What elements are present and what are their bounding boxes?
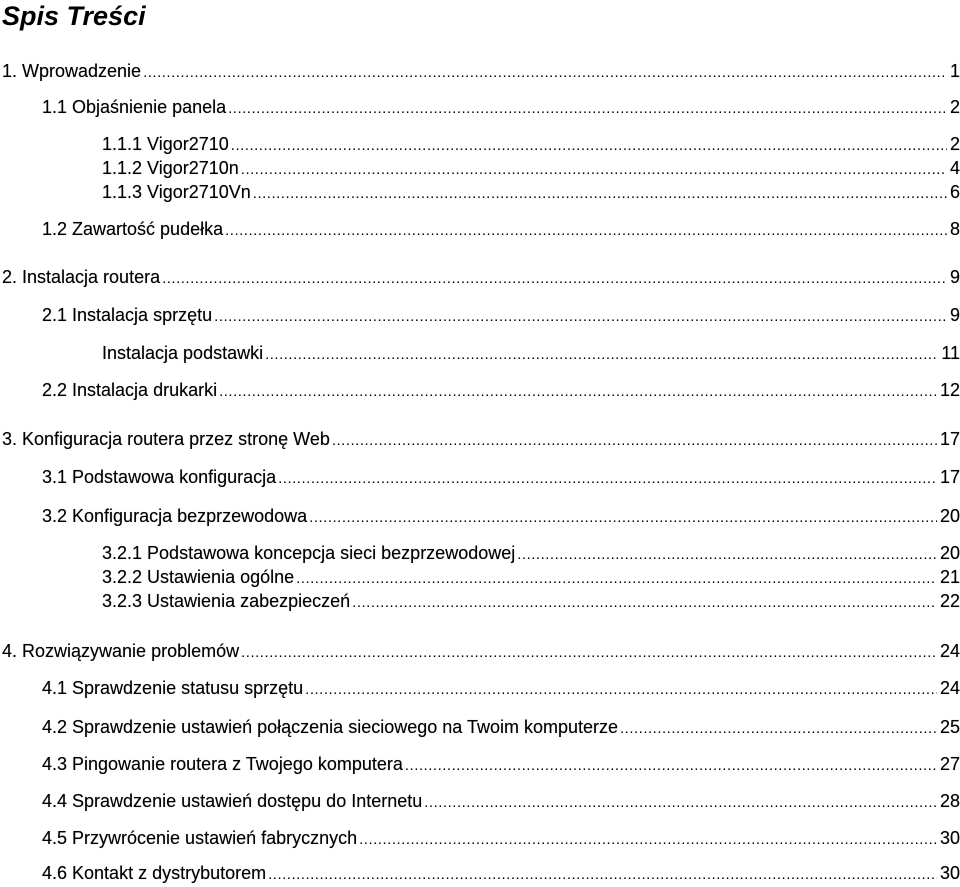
dot-leader [219, 379, 937, 401]
toc-entry-page: 12 [939, 380, 960, 400]
toc-entry-page: 11 [941, 343, 960, 363]
dot-leader [278, 466, 937, 488]
toc-entry-1-1-1[interactable] [102, 131, 960, 155]
toc-entry-page: 21 [939, 567, 960, 587]
toc-entry-page: 30 [939, 828, 960, 848]
toc-entry-label: 4.5 Przywrócenie ustawień fabrycznych [42, 828, 358, 848]
toc-entry-label: 4.6 Kontakt z dystrybutorem [42, 863, 267, 883]
dot-leader [241, 640, 937, 662]
toc-entry-page: 30 [939, 863, 960, 883]
toc-entry-3-2-1[interactable] [102, 540, 960, 564]
dot-leader [424, 790, 937, 812]
toc-entry-label: 3.2 Konfiguracja bezprzewodowa [42, 506, 308, 526]
toc-entry-label: 1.1 Objaśnienie panela [42, 97, 227, 117]
dot-leader [143, 60, 947, 82]
toc-entry-label: Instalacja podstawki [102, 343, 264, 363]
toc-entry-label: 4.4 Sprawdzenie ustawień dostępu do Internetu [42, 791, 423, 811]
toc-entry-page: 27 [939, 754, 960, 774]
toc-entry-label: 3.2.1 Podstawowa koncepcja sieci bezprzewodowej [102, 543, 516, 563]
toc-entry-4-4[interactable] [42, 788, 960, 812]
toc-entry-label: 1.1.1 Vigor2710 [102, 134, 229, 154]
toc-entry-page: 9 [949, 305, 960, 325]
dot-leader [352, 590, 937, 612]
dot-leader [332, 428, 937, 450]
toc-entry-page: 17 [939, 467, 960, 487]
toc-entry-label: 3.2.2 Ustawienia ogólne [102, 567, 295, 587]
toc-entry-page: 2 [949, 134, 960, 154]
toc-entry-label: 3.1 Podstawowa konfiguracja [42, 467, 277, 487]
dot-leader [268, 862, 937, 884]
toc-entry-page: 17 [939, 429, 960, 449]
toc-entry-label: 4.2 Sprawdzenie ustawień połączenia sieciowego na Twoim komputerze [42, 717, 618, 737]
toc-entry-label: 3.2.3 Ustawienia zabezpieczeń [102, 591, 351, 611]
dot-leader [309, 505, 937, 527]
dot-leader [214, 304, 947, 326]
toc-entry-page: 22 [939, 591, 960, 611]
dot-leader [265, 342, 938, 364]
toc-entry-4[interactable] [2, 638, 960, 662]
toc-title: Spis Treści [2, 1, 146, 31]
toc-entry-page: 20 [939, 506, 960, 526]
toc-entry-page: 8 [949, 219, 960, 239]
dot-leader [517, 542, 937, 564]
dot-leader [620, 716, 937, 738]
dot-leader [359, 827, 937, 849]
toc-entry-3-1[interactable] [42, 464, 960, 488]
toc-entry-page: 25 [939, 717, 960, 737]
dot-leader [162, 266, 947, 288]
toc-entry-label: 2.1 Instalacja sprzętu [42, 305, 213, 325]
toc-entry-instalacja-podstawki[interactable] [102, 340, 960, 364]
toc-entry-1[interactable] [2, 58, 960, 82]
toc-entry-1-1-2[interactable] [102, 155, 960, 179]
dot-leader [228, 96, 947, 118]
dot-leader [305, 677, 937, 699]
toc-entry-4-5[interactable] [42, 825, 960, 849]
dot-leader [405, 753, 937, 775]
toc-entry-page: 24 [939, 678, 960, 698]
toc-entry-page: 4 [949, 158, 960, 178]
toc-entry-2[interactable] [2, 264, 960, 288]
toc-entry-1-1[interactable] [42, 94, 960, 118]
toc-entry-label: 4.3 Pingowanie routera z Twojego komputera [42, 754, 403, 774]
toc-entry-4-6[interactable] [42, 860, 960, 884]
dot-leader [296, 566, 937, 588]
toc-entry-label: 4.1 Sprawdzenie statusu sprzętu [42, 678, 304, 698]
toc-entry-label: 2. Instalacja routera [2, 267, 161, 287]
dot-leader [241, 157, 947, 179]
toc-entry-label: 1.2 Zawartość pudełka [42, 219, 224, 239]
toc-entry-label: 2.2 Instalacja drukarki [42, 380, 218, 400]
toc-entry-2-2[interactable] [42, 377, 960, 401]
toc-entry-label: 4. Rozwiązywanie problemów [2, 641, 240, 661]
toc-entry-3[interactable] [2, 426, 960, 450]
toc-entry-page: 6 [949, 182, 960, 202]
toc-entry-label: 3. Konfiguracja routera przez stronę Web [2, 429, 330, 449]
toc-entry-page: 2 [949, 97, 960, 117]
toc-entry-2-1[interactable] [42, 302, 960, 326]
toc-entry-4-1[interactable] [42, 675, 960, 699]
toc-entry-4-3[interactable] [42, 751, 960, 775]
toc-entry-1-2[interactable] [42, 216, 960, 240]
toc-entry-label: 1. Wprowadzenie [2, 61, 142, 81]
toc-entry-page: 20 [939, 543, 960, 563]
toc-entry-label: 1.1.2 Vigor2710n [102, 158, 239, 178]
toc-entry-page: 9 [949, 267, 960, 287]
toc-entry-label: 1.1.3 Vigor2710Vn [102, 182, 251, 202]
toc-entry-1-1-3[interactable] [102, 179, 960, 203]
toc-entry-3-2-3[interactable] [102, 588, 960, 612]
toc-entry-4-2[interactable] [42, 714, 960, 738]
toc-entry-page: 28 [939, 791, 960, 811]
dot-leader [225, 218, 947, 240]
toc-entry-page: 1 [949, 61, 960, 81]
toc-entry-3-2[interactable] [42, 503, 960, 527]
toc-entry-page: 24 [939, 641, 960, 661]
dot-leader [231, 133, 947, 155]
toc-entry-3-2-2[interactable] [102, 564, 960, 588]
dot-leader [253, 181, 947, 203]
